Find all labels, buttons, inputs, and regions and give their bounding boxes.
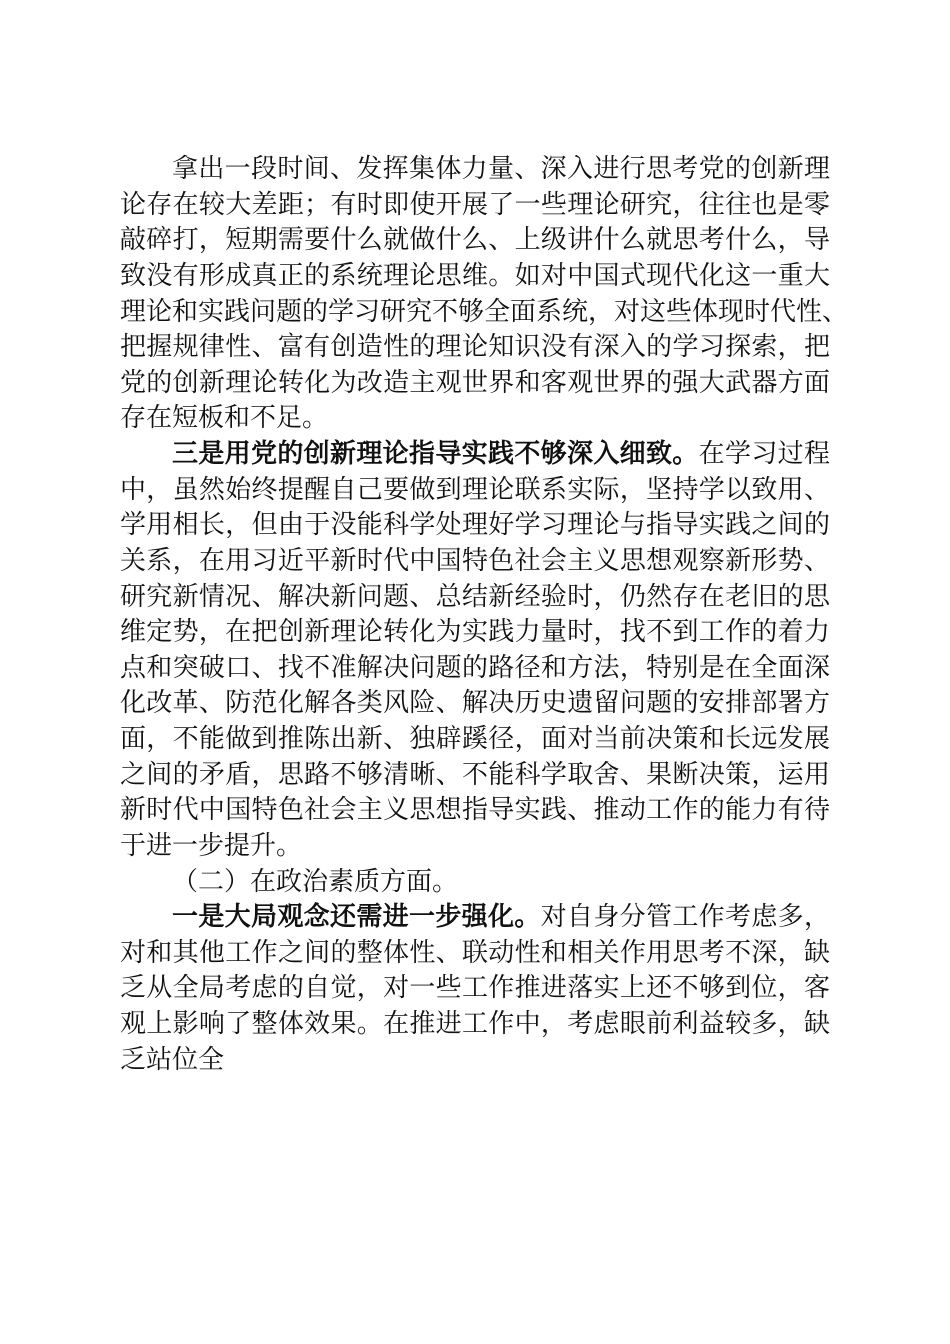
text-span: 在学习过程 xyxy=(698,439,830,469)
text-line: 拿出一段时间、发挥集体力量、深入进行思考党的创新理 xyxy=(172,154,830,184)
text-line: 之间的矛盾，思路不够清晰、不能科学取舍、果断决策，运用 xyxy=(120,759,830,790)
text-line: 党的创新理论转化为改造主观世界和客观世界的强大武器方面 xyxy=(120,367,830,398)
text-line: 理论和实践问题的学习研究不够全面系统，对这些体现时代性、 xyxy=(120,296,849,327)
text-line: 化改革、防范化解各类风险、解决历史遗留问题的安排部署方 xyxy=(120,688,830,719)
text-line: 维定势，在把创新理论转化为实践力量时，找不到工作的着力 xyxy=(120,617,830,648)
bold-lead-sentence: 三是用党的创新理论指导实践不够深入细致。 xyxy=(172,439,699,469)
text-span: 对自身分管工作考虑多， xyxy=(540,902,830,933)
paragraph xyxy=(120,152,849,437)
text-line: 对和其他工作之间的整体性、联动性和相关作用思考不深，缺 xyxy=(120,937,830,968)
text-line: 敲碎打，短期需要什么就做什么、上级讲什么就思考什么，导 xyxy=(120,225,830,256)
text-line: 中，虽然始终提醒自己要做到理论联系实际，坚持学以致用、 xyxy=(120,474,830,505)
text-line: 乏站位全 xyxy=(120,1044,225,1075)
bold-lead-sentence: 一是大局观念还需进一步强化。 xyxy=(172,902,541,933)
text-line: 关系，在用习近平新时代中国特色社会主义思想观察新形势、 xyxy=(120,545,830,576)
text-line: 存在短板和不足。 xyxy=(120,403,329,434)
text-line: 致没有形成真正的系统理论思维。如对中国式现代化这一重大 xyxy=(120,260,830,291)
text-line: 乏从全局考虑的自觉，对一些工作推进落实上还不够到位，客 xyxy=(120,973,830,1004)
text-line: 把握规律性、富有创造性的理论知识没有深入的学习探索，把 xyxy=(120,332,830,363)
text-line: 于进一步提升。 xyxy=(120,830,303,861)
text-line: 新时代中国特色社会主义思想指导实践、推动工作的能力有待 xyxy=(120,795,830,826)
text-line xyxy=(120,437,830,473)
paragraph xyxy=(120,437,830,865)
text-line: 学用相长，但由于没能科学处理好学习理论与指导实践之间的 xyxy=(120,510,830,541)
paragraph xyxy=(120,900,830,1078)
document-body xyxy=(120,152,849,1078)
text-line: 点和突破口、找不准解决问题的路径和方法，特别是在全面深 xyxy=(120,652,830,683)
text-line: 研究新情况、解决新问题、总结新经验时，仍然存在老旧的思 xyxy=(120,581,830,612)
text-line: 面，不能做到推陈出新、独辟蹊径，面对当前决策和长远发展 xyxy=(120,724,830,754)
text-line: 论存在较大差距；有时即使开展了一些理论研究，往往也是零 xyxy=(120,189,830,220)
text-line: 观上影响了整体效果。在推进工作中，考虑眼前利益较多，缺 xyxy=(120,1009,830,1039)
text-line xyxy=(120,900,830,936)
section-heading: （二）在政治素质方面。 xyxy=(172,866,459,897)
